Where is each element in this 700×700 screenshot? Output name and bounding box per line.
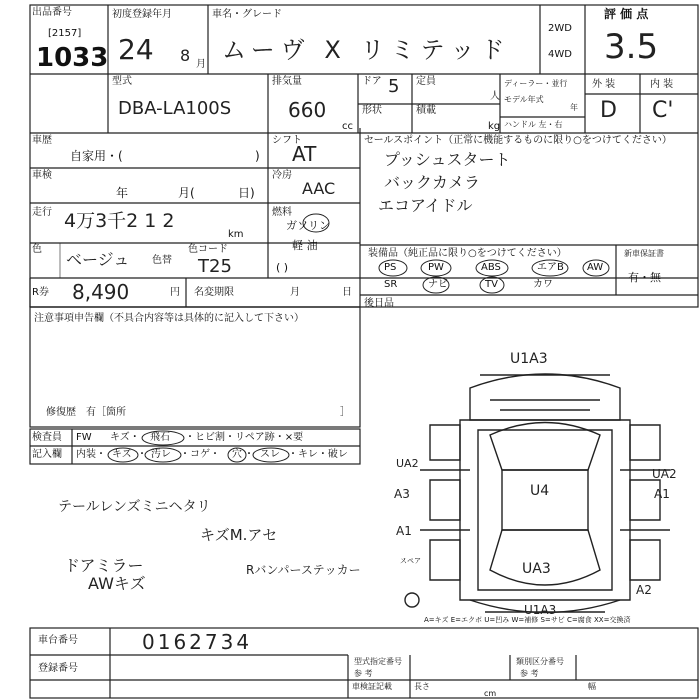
registration-day: 日 <box>342 287 352 298</box>
damage-right-front: UA2 <box>652 467 677 481</box>
interior-label: 内 装 <box>650 79 674 90</box>
entry-rest: ・キレ・破レ <box>288 449 348 460</box>
score-value: 3.5 <box>604 27 659 67</box>
reg-number-label: 登録番号 <box>38 663 78 674</box>
ac-value: AAC <box>302 179 336 198</box>
remark-1: テールレンズミニヘタリ <box>58 499 211 515</box>
color-label: 色 <box>32 244 42 255</box>
inspector-rest: ・ヒビ割・リペア跡・×要 <box>185 432 304 443</box>
inspector-label: 検査員 <box>32 432 62 443</box>
mileage-label: 走行 <box>32 207 52 218</box>
warranty-label: 新車保証書 <box>624 249 664 258</box>
fuel-gas: ガソリン <box>286 219 330 232</box>
inspector-stone: 飛石 <box>150 432 170 443</box>
damage-left-rear: A1 <box>396 524 412 538</box>
entry-interior: 内装・ <box>76 449 106 460</box>
color-value: ベージュ <box>66 250 130 269</box>
inspection-month: 月( <box>178 186 195 200</box>
capacity-unit: 人 <box>490 91 500 102</box>
displacement-unit: cc <box>342 121 353 132</box>
capacity-label: 定員 <box>416 76 436 87</box>
shift-label: シフト <box>272 135 302 146</box>
history-label: 車歴 <box>32 135 52 146</box>
sales-point-1: プッシュスタート <box>384 150 511 169</box>
displacement-label: 排気量 <box>272 76 302 87</box>
equip-tv: TV <box>485 279 498 290</box>
notes-label: 注意事項申告欄（不具合内容等は具体的に記入して下さい） <box>34 313 304 324</box>
dealer-label: ディーラー・並行 <box>504 79 568 88</box>
chassis-value: 0162734 <box>142 630 253 654</box>
first-reg-unit: 月 <box>196 59 206 70</box>
fuel-diesel: 軽 油 <box>292 239 318 252</box>
repair-close: ］ <box>340 407 350 418</box>
sales-point-2: バックカメラ <box>384 173 481 192</box>
width-label: 幅 <box>588 682 596 691</box>
equip-pw: PW <box>428 262 444 273</box>
remark-4: AWキズ <box>88 574 146 593</box>
inspection-day: 日) <box>238 186 255 200</box>
first-reg-year: 24 <box>118 33 154 66</box>
mileage-unit: km <box>228 229 244 240</box>
recycle-label: R券 <box>32 287 49 298</box>
damage-rear: UA3 <box>522 561 551 577</box>
type-code-label: 型式 <box>112 76 132 87</box>
damage-right-mid: A1 <box>654 487 670 501</box>
lot-code: [2157] <box>48 28 82 39</box>
recycle-unit: 円 <box>170 287 180 298</box>
spare-label: スペア <box>400 557 421 565</box>
history-close: ) <box>255 149 260 163</box>
load-unit: kg <box>488 121 501 132</box>
remark-3: ドアミラー <box>64 556 144 575</box>
length-unit: cm <box>484 689 497 698</box>
entry-wear: スレ <box>260 449 280 460</box>
inspector-fw: FW <box>76 432 92 443</box>
entry-burn: ・コゲ・ <box>180 449 220 460</box>
damage-right-rear: A2 <box>636 583 652 597</box>
exterior-grade: D <box>600 98 617 123</box>
damage-top: U1A3 <box>510 351 548 367</box>
equip-aw: AW <box>587 262 604 273</box>
equipment-label: 装備品（純正品に限り○をつけてください） <box>368 248 567 259</box>
fuel-label: 燃料 <box>272 207 292 218</box>
equip-navi: ナビ <box>428 279 448 290</box>
inspector-scratch: キズ・ <box>110 432 140 443</box>
model-year-unit: 年 <box>570 103 578 112</box>
mileage-value: 4万3千2 1 2 <box>64 210 175 232</box>
inspection-year: 年 <box>116 186 129 200</box>
size-label: 車検証記載 <box>352 682 392 691</box>
warranty-value: 有・無 <box>628 271 661 284</box>
damage-roof: U4 <box>530 483 550 499</box>
damage-bottom: U1A3 <box>524 603 557 617</box>
score-label: 評 価 点 <box>604 7 649 21</box>
lot-label: 出品番号 <box>32 7 72 18</box>
ref-1: 参 考 <box>354 669 373 678</box>
doors-value: 5 <box>388 76 400 97</box>
chassis-label: 車台番号 <box>38 635 78 646</box>
ac-label: 冷房 <box>272 170 292 181</box>
body-style-label: 形状 <box>362 105 382 116</box>
load-label: 積載 <box>416 105 436 116</box>
fuel-other: ( ) <box>276 261 289 274</box>
length-label: 長さ <box>414 682 430 691</box>
drive-4wd: 4WD <box>548 49 572 60</box>
repair-label: 修復歴 有［箇所 <box>46 407 126 418</box>
color-code: T25 <box>198 256 232 277</box>
history-value: 自家用・( <box>70 149 123 163</box>
interior-grade: C' <box>652 98 674 123</box>
damage-legend: A=キズ E=エクボ U=凹み W=補修 S=サビ C=腐食 XX=交換済 <box>424 616 631 624</box>
remark-5: Rバンパーステッカー <box>246 563 361 577</box>
damage-left-front: UA2 <box>396 457 419 470</box>
registration-label: 名変期限 <box>194 287 234 298</box>
entry-sep2: ・ <box>244 449 254 460</box>
equip-leather: カワ <box>533 279 553 290</box>
color-change-label: 色替 <box>152 255 172 266</box>
drive-2wd: 2WD <box>548 23 572 34</box>
class-cert-label: 類別区分番号 <box>516 657 564 666</box>
model-year-label: モデル年式 <box>504 95 544 104</box>
equip-abs: ABS <box>481 262 501 273</box>
equip-ps: PS <box>384 262 397 273</box>
sales-point-3: エコアイドル <box>378 196 473 215</box>
entry-dirt: 汚レ <box>151 449 171 460</box>
entry-sep1: ・ <box>137 449 147 460</box>
displacement-value: 660 <box>288 98 327 122</box>
remark-2: キズM.アセ <box>200 526 278 544</box>
ref-2: 参 考 <box>520 669 539 678</box>
inspection-label: 車検 <box>32 170 52 181</box>
entry-label: 記入欄 <box>32 449 62 460</box>
model-name-value: ムーヴ X リミテッド <box>222 36 511 64</box>
lot-number: 1033 <box>36 43 109 73</box>
shift-value: AT <box>292 142 317 166</box>
doors-label: ドア <box>362 76 382 87</box>
model-name-label: 車名・グレード <box>212 9 282 20</box>
color-code-label: 色コード <box>188 244 228 255</box>
recycle-value: 8,490 <box>72 280 130 304</box>
registration-month: 月 <box>290 287 300 298</box>
sales-points-label: セールスポイント（正常に機能するものに限り○をつけてください） <box>364 135 672 146</box>
entry-scratch: キズ <box>112 449 132 460</box>
damage-left-mid: A3 <box>394 487 410 501</box>
exterior-label: 外 装 <box>592 79 616 90</box>
type-code-value: DBA-LA100S <box>118 98 232 119</box>
after-label: 後日品 <box>364 298 394 309</box>
first-reg-label: 初度登録年月 <box>112 9 172 20</box>
handle-label: ハンドル 左・右 <box>504 120 563 129</box>
entry-hole: 穴 <box>232 449 242 460</box>
first-reg-month: 8 <box>180 46 191 65</box>
equip-sr: SR <box>384 279 398 290</box>
equip-airbag: エアB <box>537 262 564 273</box>
form-cert-label: 型式指定番号 <box>354 657 402 666</box>
